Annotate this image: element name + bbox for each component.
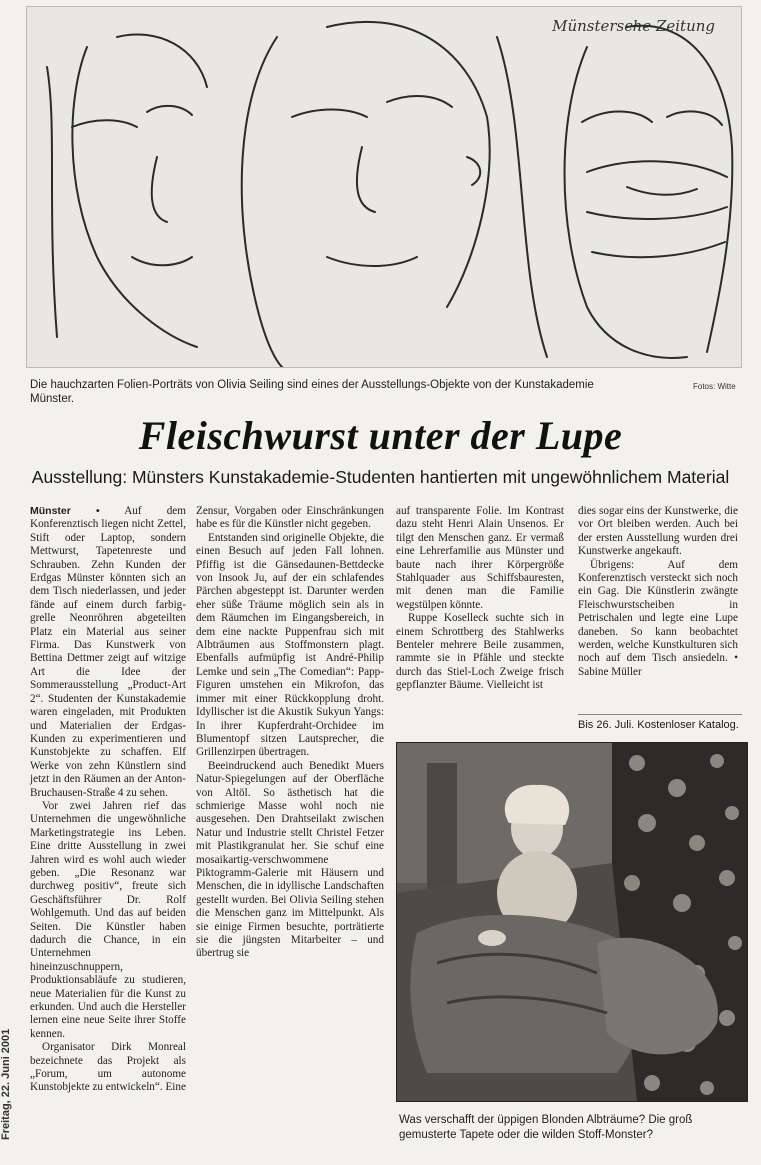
column-2-paragraph-1: Zensur, Vorgaben oder Einschränkungen habe es für die Künstler nicht gegeben. xyxy=(196,505,384,531)
column-3-paragraph-2: Ruppe Koselleck suchte sich in einem Schrottberg des Stahlwerks Benteler mehrere Beile zusammen, rammte sie in Pfähle und steckte durch das Stiel-Loch Zweige frisch gepflanzter Bäume. Vielleicht ist xyxy=(396,612,564,692)
headline: Fleischwurst unter der Lupe xyxy=(138,413,623,458)
column-1-paragraph-3: Organisator Dirk Monreal bezeichnete das Projekt als „Forum, um autonome Kunstobjekte zu entwickeln“. Eine xyxy=(30,1041,186,1094)
edition-date: Freitag, 22. Juni 2001 xyxy=(0,1028,12,1140)
subheadline: Ausstellung: Münsters Kunstakademie-Studenten hantierten mit ungewöhnlichem Material xyxy=(31,467,730,487)
dateline: Münster • xyxy=(30,505,100,517)
column-3-paragraph-1: auf transparente Folie. Im Kontrast dazu steht Henri Alain Unsenos. Er tilgt den Menschen ganz. Er vermaß eine Lehrerfamilie aus Münster und baute nach ihrer Körpergröße Stahlquader aus Schiffsbauresten, mit denen man die Familie wegstülpen könnte. xyxy=(396,505,564,611)
article-column-4 xyxy=(578,505,738,715)
catalog-note: Bis 26. Juli. Kostenloser Katalog. xyxy=(578,714,742,732)
column-1-paragraph-1 xyxy=(30,505,186,800)
bottom-photo-doll-in-bed xyxy=(396,742,748,1102)
top-photo-foil-portraits xyxy=(26,6,742,368)
article-column-1 xyxy=(30,505,186,1145)
article-column-3 xyxy=(396,505,564,745)
column-4-paragraph-2: Übrigens: Auf dem Konferenztisch versteckt sich noch ein Gag. Die Künstlerin zwängte Fleischwurstscheiben in Petrischalen und legte eine Lupe daneben. So kann beobachtet werden, welche Kunstkulturen sich noch auf dem Tisch ansiedeln. • Sabine Müller xyxy=(578,558,738,678)
source-stamp: Münstersche Zeitung xyxy=(552,17,715,35)
column-2-paragraph-3: Beeindruckend auch Benedikt Muers Natur-Spiegelungen auf der Oberfläche von Altöl. So ästhetisch hat die schmierige Masse wohl noch nie ausgesehen. Den Drahtseilakt zwischen Natur und Industrie stellt Christel Fetzer mit Plastikgranulat her. Sie schuf eine mosaikartig-verschwommene Piktogramm-Galerie mit Häusern und Menschen, die in idyllische Landschaften gestellt wurden. Bei Olivia Seiling stehen die Menschen ganz im Mittelpunkt. Als sie einige Firmen besuchte, porträtierte sie die jüngsten Mitarbeiter – und übertrug sie xyxy=(196,759,384,960)
paragraph-text: Auf dem Konferenztisch liegen nicht Zettel, Stift oder Laptop, sondern Mettwurst, Tapetenreste und Schrauben. Zehn Kunden der Erdgas Münster könnten sich an dem Tisch niederlassen, und jeder fände auf einem durch farbig-grelle Neonröhren abgeteilten Platz ein Material aus seiner Firma. Das Kunstwerk von Bettina Dettmer zeigt auf witzige Art die Idee der Sommerausstellung „Product-Art 2“. Studenten der Kunstakademie waren eingeladen, mit Produkten und Materialien der Erdgas-Kunden zu experimentieren und Kunstobjekte zu schaffen. Elf Werke von zehn Künstlern sind jetzt in den Räumen an der Anton-Bruchausen-Straße 4 zu sehen. xyxy=(30,505,186,799)
photo-credit: Fotos: Witte xyxy=(693,382,736,391)
article-column-2 xyxy=(196,505,384,1145)
doll-in-bed-image xyxy=(397,743,747,1101)
column-1-paragraph-2: Vor zwei Jahren rief das Unternehmen die ungewöhnliche Marketingstrategie ins Leben. Eine dritte Ausstellung in zwei Jahren wird es wohl auch wieder geben. „Die Resonanz war durchweg positiv“, freute sich Geschäftsführer Dr. Rolf Wohlgemuth. Und das auf beiden Seiten. Die Künstler haben dadurch die Chance, in ein Unternehmen hineinzuschnuppern, Produktionsabläufe zu studieren, neue Materialien für die Kunst zu erkunden. Und auch die Hersteller lernen eine neue Seite ihrer Stoffe kennen. xyxy=(30,799,186,1040)
bottom-photo-caption: Was verschafft der üppigen Blonden Albträume? Die groß gemusterte Tapete oder die wilden Stoff-Monster? xyxy=(399,1114,693,1141)
foil-portraits-drawing xyxy=(27,7,741,367)
column-2-paragraph-2: Entstanden sind originelle Objekte, die einen Besuch auf jeden Fall lohnen. Pfiffig ist die Gänsedaunen-Bettdecke von Insook Ju, auf der ein schlafendes Pärchen abgesteppt ist. Darunter werden eher süße Träume möglich sein als in dem Räumchen im Eingangsbereich, in dem eine nackte Puppenfrau sich mit Albträumen aus Stoffmonstern plagt. Ebenfalls aufmüpfig ist André-Philip Lemke und sein „The Comedian“: Papp-Figuren umstehen ein Mikrofon, das immer mit einer Rückkopplung droht. Idyllischer ist die Akustik Sukyun Yangs: In ihrer Kupferdraht-Orchidee im Blumentopf sitzen Lautsprecher, die Grillenzirpen übertragen. xyxy=(196,531,384,759)
column-4-paragraph-1: dies sogar eins der Kunstwerke, die vor Ort bleiben werden. Auch bei der ersten Ausstellung wurden drei Kunstwerke angekauft. xyxy=(578,505,738,558)
top-photo-caption: Die hauchzarten Folien-Porträts von Olivia Seiling sind eines der Ausstellungs-Objekte von der Kunstakademie Münster. xyxy=(30,379,594,405)
